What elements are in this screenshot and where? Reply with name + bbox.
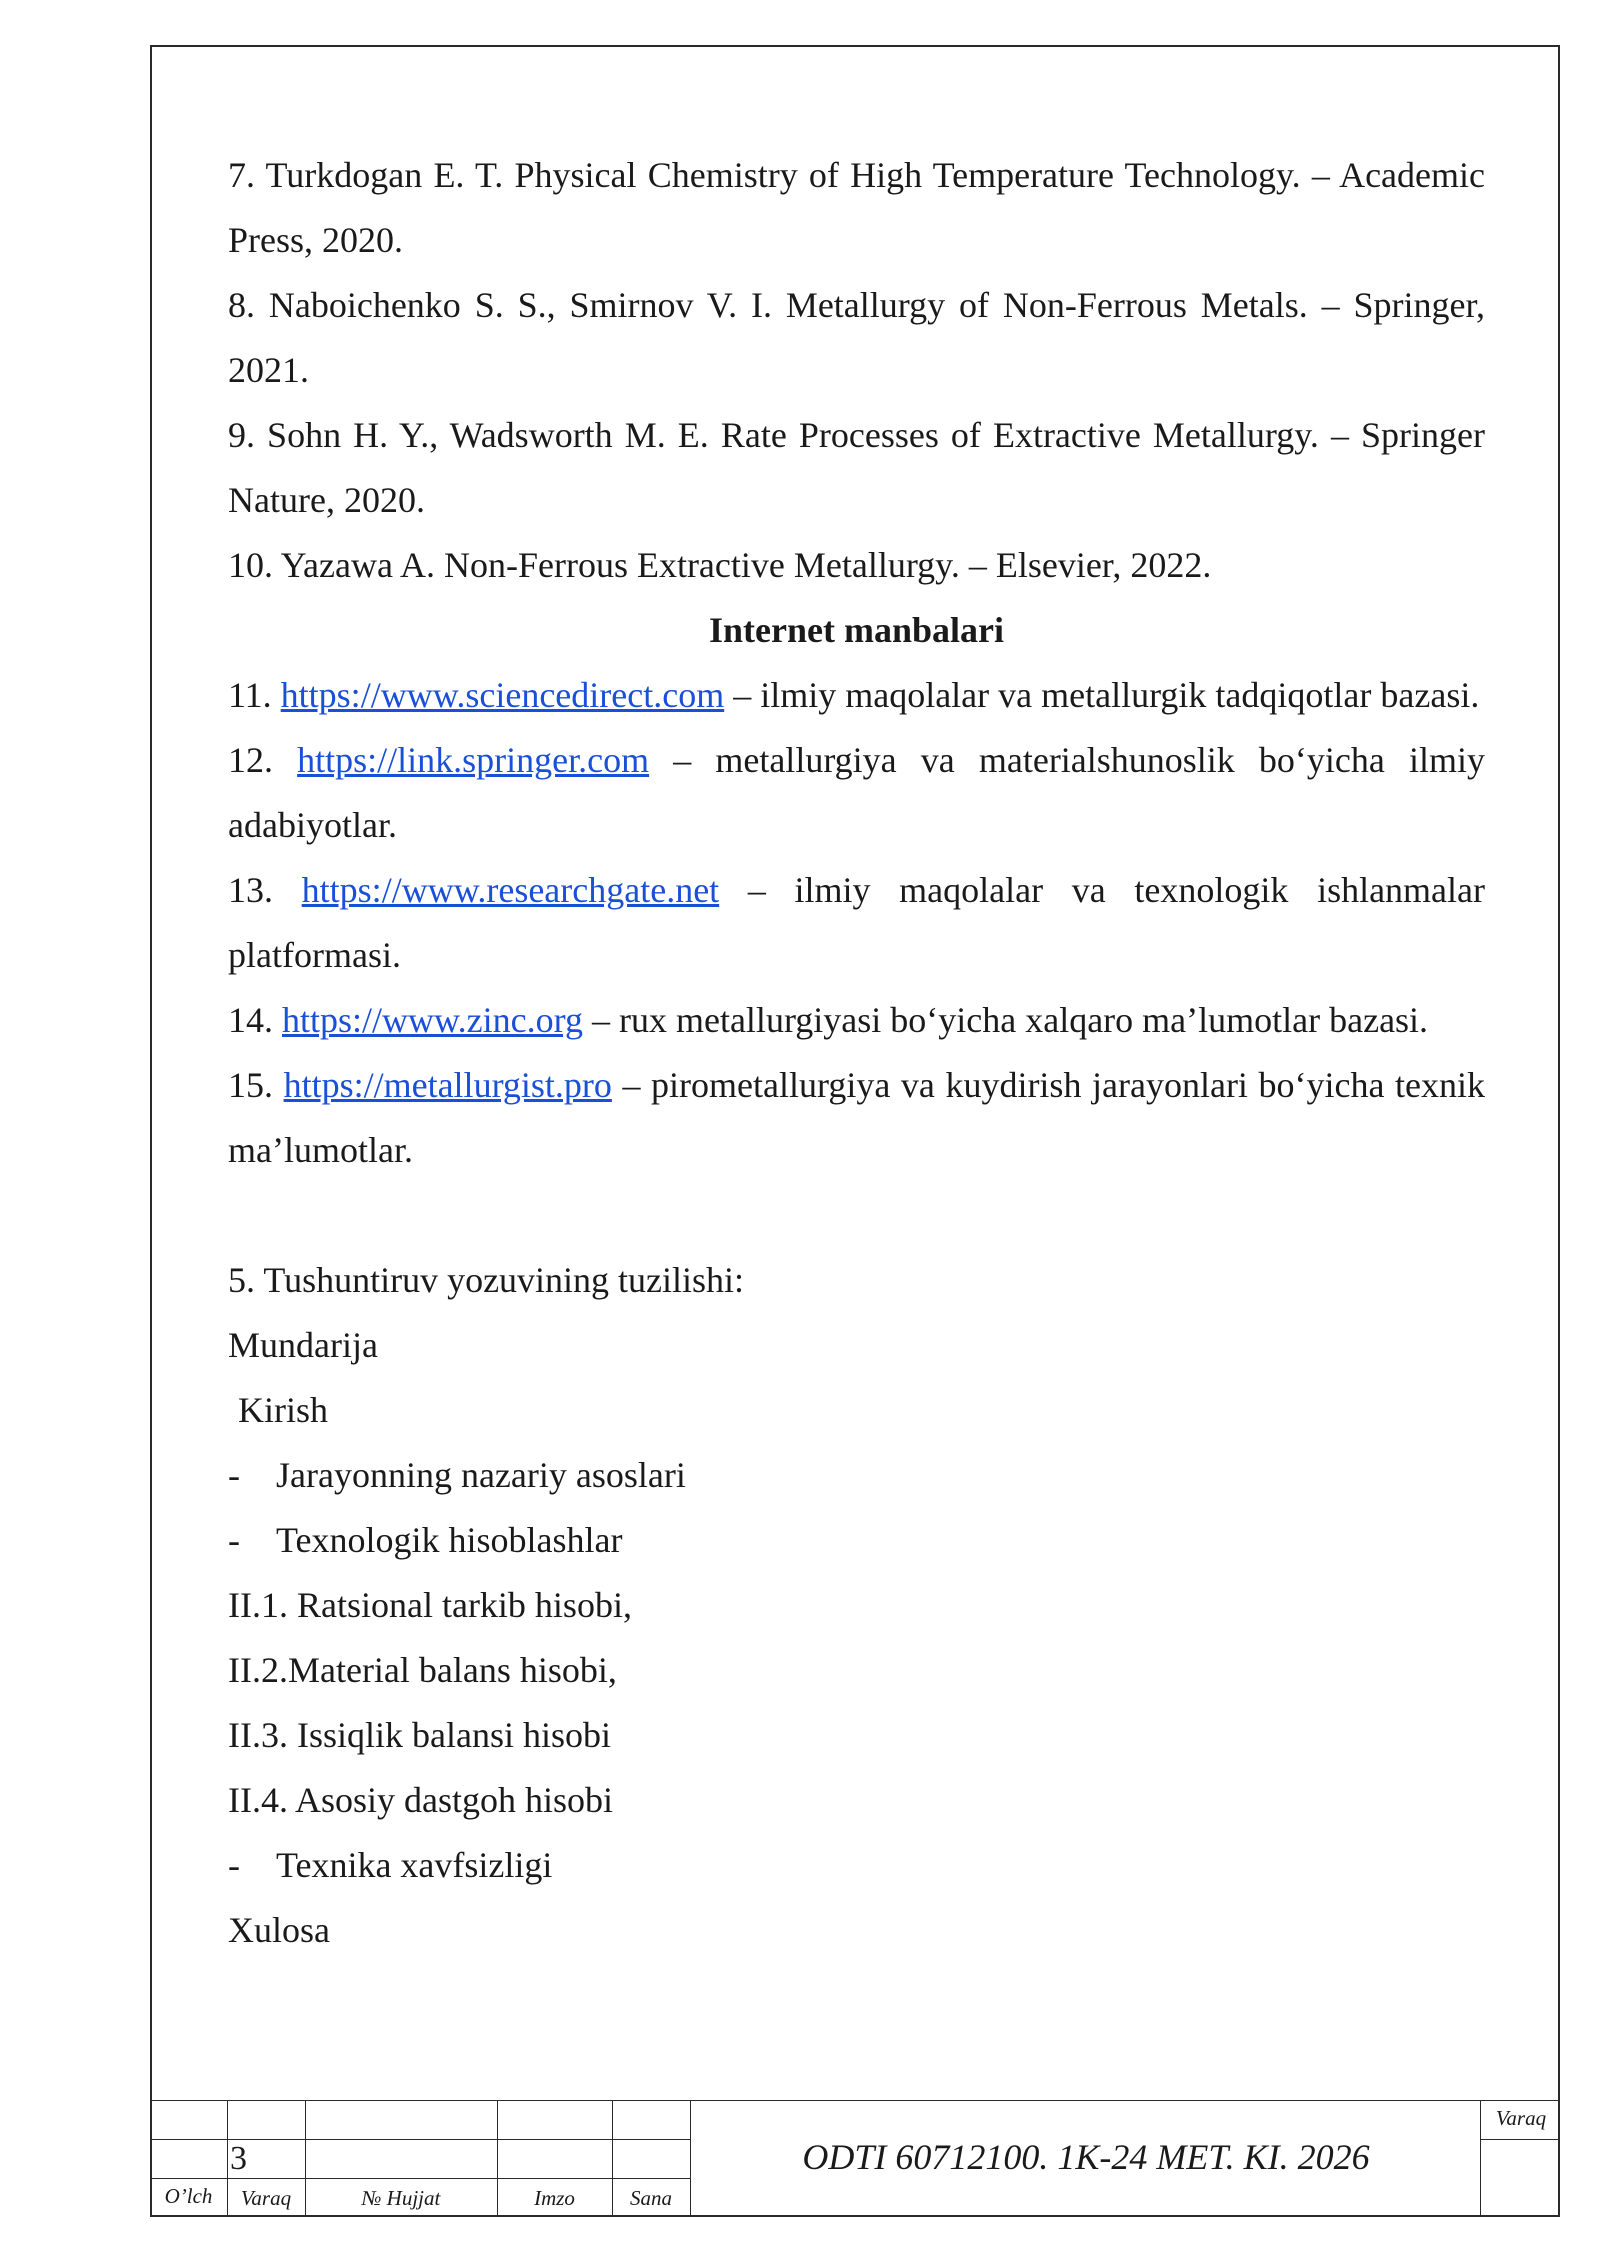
stamp-line xyxy=(150,2100,1560,2101)
stamp-varaq-label: Varaq xyxy=(1495,2106,1547,2130)
stamp-col-varaq: Varaq xyxy=(240,2186,292,2210)
internet-source-13 xyxy=(228,858,1485,988)
source-number: 11. xyxy=(228,675,272,715)
source-description: – pirometallurgiya va kuydirish jarayonlari bo‘yicha texnik ma’lumotlar. xyxy=(228,1065,1485,1170)
stamp-col-olch: O’lch xyxy=(164,2184,213,2208)
stamp-col-hujjat: № Hujjat xyxy=(361,2186,441,2210)
source-link-sciencedirect[interactable]: https://www.sciencedirect.com xyxy=(280,675,725,715)
title-block-stamp xyxy=(150,2100,1560,2217)
stamp-line xyxy=(150,2178,690,2179)
reference-8: 8. Naboichenko S. S., Smirnov V. I. Metallurgy of Non-Ferrous Metals. – Springer, 2021. xyxy=(228,285,1485,390)
spacer xyxy=(228,1183,1485,1248)
source-number: 15. xyxy=(228,1065,273,1105)
structure-title: 5. Tushuntiruv yozuvining tuzilishi: xyxy=(228,1260,745,1300)
source-description: – metallurgiya va materialshunoslik bo‘yicha ilmiy adabiyotlar. xyxy=(228,740,1486,845)
source-description: – ilmiy maqolalar va metallurgik tadqiqotlar bazasi. xyxy=(724,675,1480,715)
stamp-line xyxy=(690,2100,691,2217)
list-item-text: Texnologik hisoblashlar xyxy=(276,1520,623,1560)
source-link-zinc[interactable]: https://www.zinc.org xyxy=(282,1000,583,1040)
source-link-researchgate[interactable]: https://www.researchgate.net xyxy=(301,870,720,910)
structure-sub-4: II.4. Asosiy dastgoh hisobi xyxy=(228,1780,614,1820)
structure-sub-1: II.1. Ratsional tarkib hisobi, xyxy=(228,1585,632,1625)
list-dash: - xyxy=(228,1520,240,1560)
document-body xyxy=(228,143,1485,1963)
internet-source-12 xyxy=(228,728,1485,858)
internet-source-15 xyxy=(228,1053,1485,1183)
stamp-col-imzo: Imzo xyxy=(534,2186,575,2210)
reference-7: 7. Turkdogan E. T. Physical Chemistry of High Temperature Technology. – Academic Press, 2020. xyxy=(228,155,1485,260)
list-dash: - xyxy=(228,1845,240,1885)
internet-sources-heading: Internet manbalari xyxy=(709,610,1004,650)
source-description: – ilmiy maqolalar va texnologik ishlanmalar platformasi. xyxy=(228,870,1486,975)
list-dash: - xyxy=(228,1455,240,1495)
reference-10: 10. Yazawa A. Non-Ferrous Extractive Metallurgy. – Elsevier, 2022. xyxy=(228,545,1212,585)
structure-sub-3: II.3. Issiqlik balansi hisobi xyxy=(228,1715,611,1755)
stamp-col-sana: Sana xyxy=(630,2186,672,2210)
structure-item-3 xyxy=(228,1833,1485,1898)
structure-sub-2: II.2.Material balans hisobi, xyxy=(228,1650,617,1690)
internet-source-14 xyxy=(228,988,1485,1053)
internet-source-11 xyxy=(228,663,1485,728)
stamp-line xyxy=(1480,2100,1481,2217)
list-item-text: Jarayonning nazariy asoslari xyxy=(276,1455,686,1495)
structure-kirish: Kirish xyxy=(238,1390,328,1430)
source-link-metallurgist[interactable]: https://metallurgist.pro xyxy=(283,1065,612,1105)
list-item-text: Texnika xavfsizligi xyxy=(276,1845,553,1885)
stamp-line xyxy=(1480,2139,1560,2140)
stamp-sheet-number: 3 xyxy=(230,2140,247,2177)
structure-xulosa: Xulosa xyxy=(228,1910,330,1950)
source-link-springer[interactable]: https://link.springer.com xyxy=(297,740,650,780)
source-number: 13. xyxy=(228,870,273,910)
structure-item-1 xyxy=(228,1443,1485,1508)
structure-item-2 xyxy=(228,1508,1485,1573)
source-number: 14. xyxy=(228,1000,273,1040)
stamp-document-code: ODTI 60712100. 1K-24 MET. KI. 2026 xyxy=(802,2137,1370,2177)
structure-mundarija: Mundarija xyxy=(228,1325,378,1365)
reference-9: 9. Sohn H. Y., Wadsworth M. E. Rate Processes of Extractive Metallurgy. – Springer Nature, 2020. xyxy=(228,415,1485,520)
source-number: 12. xyxy=(228,740,273,780)
source-description: – rux metallurgiyasi bo‘yicha xalqaro ma’lumotlar bazasi. xyxy=(582,1000,1429,1040)
